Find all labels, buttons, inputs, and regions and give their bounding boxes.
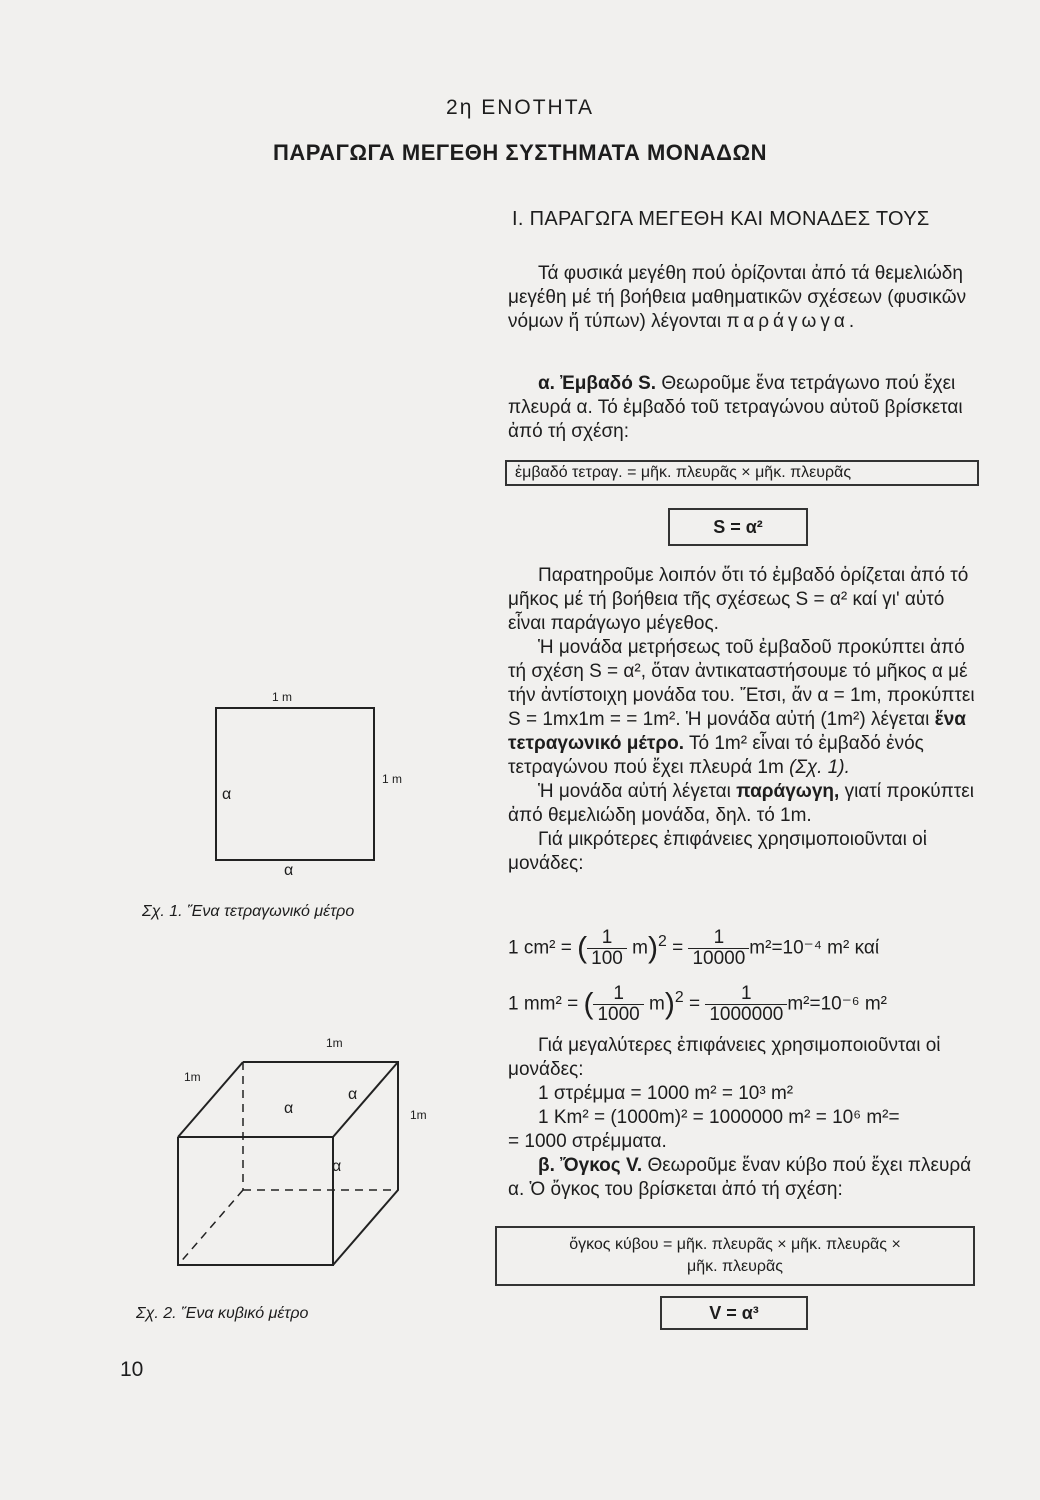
- large-units-block: [508, 1034, 978, 1202]
- fig2-right-label: 1m: [410, 1108, 427, 1122]
- cm2-unit: m: [632, 937, 648, 959]
- fig2-front-a-label: α: [284, 1100, 294, 1117]
- area-para2: [508, 636, 978, 780]
- cube-back-edges: [243, 1062, 398, 1265]
- area-paragraph: [508, 372, 978, 444]
- area-text: Θεωροῦμε ἕνα τετράγωνο πού ἔχει πλευρά α. Τό ἐμβαδό τοῦ τετραγώνου αὐτοῦ βρίσκεται ἀπό τή σχέση:: [508, 373, 963, 442]
- volume-formula-words: [495, 1226, 975, 1286]
- cm2-equation: 1 cm² = ( $\frac{1}{100}$ m)$^2$ = $\frac{1}{10000}$ m²=10⁻⁴ m² καί: [508, 927, 880, 969]
- volume-text: Θεωροῦμε ἕναν κύβο πού ἔχει πλευρά α. Ὁ ὄγκος του βρίσκεται ἀπό τή σχέση:: [508, 1155, 972, 1200]
- stremma-line: 1 στρέμμα = 1000 m² = 10³ m²: [538, 1083, 794, 1104]
- cm2-num2: 1: [688, 928, 749, 949]
- volume-formula-line-1: ὄγκος κύβου = μῆκ. πλευρᾶς × μῆκ. πλευρᾶς ×: [569, 1236, 901, 1253]
- fig1-left-label: α: [222, 786, 232, 803]
- cm2-den: 100: [591, 948, 623, 969]
- figure-1-caption: Σχ. 1. Ἕνα τετραγωνικό μέτρο: [142, 903, 355, 920]
- area-para3: [508, 780, 978, 828]
- chapter-heading: 2η ΕΝΟΤΗΤΑ: [446, 96, 594, 119]
- mm2-lhs: 1 mm² =: [508, 993, 579, 1015]
- fig1-top-label: 1 m: [272, 690, 293, 704]
- cm2-rhs: m²=10⁻⁴ m² καί: [749, 937, 880, 959]
- cube-top-right-edge: [333, 1062, 398, 1137]
- cm2-num: 1: [587, 928, 627, 949]
- mm2-equation: 1 mm² = ( $\frac{1}{1000}$ m)$^2$ = $\frac{1}{1000000}$ m²=10⁻⁶ m²: [508, 983, 887, 1025]
- area-para3-bold: παράγωγη,: [736, 781, 840, 802]
- area-formula-words: ἐμβαδό τετραγ. = μῆκ. πλευρᾶς × μῆκ. πλευρᾶς: [505, 460, 979, 486]
- page-number: 10: [120, 1358, 144, 1381]
- area-para3-text-a: Ἡ μονάδα αὐτή λέγεται: [538, 781, 731, 802]
- area-heading: α. Ἐμβαδό S.: [538, 373, 657, 394]
- cm2-mid: =: [672, 937, 684, 959]
- figure-2-caption: Σχ. 2. Ἕνα κυβικό μέτρο: [136, 1305, 309, 1322]
- area-para2-text-b: Τό 1m² εἶναι τό ἐμβαδό ἑνός τετραγώνου πού ἔχει πλευρά 1m: [508, 733, 924, 778]
- intro-paragraph: [508, 262, 978, 334]
- area-explanation: [508, 564, 978, 876]
- volume-formula-line-2: μῆκ. πλευρᾶς: [687, 1258, 783, 1275]
- area-para2-bold: ἕνα τετραγωνικό μέτρο.: [508, 709, 966, 754]
- intro-text: Τά φυσικά μεγέθη πού ὁρίζονται ἀπό τά θεμελιώδη μεγέθη μέ τή βοήθεια μαθηματικῶν σχέσεων (φυσικῶν νόμων ἤ τύπων) λέγονται: [508, 263, 967, 332]
- intro-term: παράγωγα.: [726, 311, 859, 332]
- volume-formula-symbol: V = α³: [660, 1296, 808, 1330]
- fig1-right-label: 1 m: [382, 772, 403, 786]
- km2-line-1: 1 Km² = (1000m)² = 1000000 m² = 10⁶ m²=: [538, 1107, 900, 1128]
- fig2-top-a-label: α: [348, 1086, 358, 1103]
- area-para3-text-b: γιατί προκύπτει ἀπό θεμελιώδη μονάδα, δηλ. τό 1m.: [508, 781, 974, 826]
- area-para2-ref: (Σχ. 1).: [789, 757, 850, 778]
- mm2-den: 1000: [597, 1004, 640, 1025]
- square-outline: [216, 708, 374, 860]
- mm2-mid: =: [688, 993, 701, 1015]
- area-formula-symbol: S = α²: [668, 508, 808, 546]
- cm2-lhs: 1 cm² =: [508, 937, 572, 959]
- mm2-num2: 1: [705, 984, 787, 1005]
- km2-line-2: = 1000 στρέμματα.: [508, 1131, 667, 1152]
- mm2-num: 1: [593, 984, 643, 1005]
- volume-heading: β. Ὄγκος V.: [538, 1155, 643, 1176]
- area-para1: Παρατηροῦμε λοιπόν ὅτι τό ἐμβαδό ὁρίζεται ἀπό τό μῆκος μέ τή βοήθεια τῆς σχέσεως S = α² καί γι' αὐτό εἶναι παράγωγο μέγεθος.: [508, 565, 969, 634]
- fig2-left-label: 1m: [184, 1070, 201, 1084]
- area-para2-text-a: Ἡ μονάδα μετρήσεως τοῦ ἐμβαδοῦ προκύπτει ἀπό τή σχέση S = α², ὅταν ἀντικαταστήσουμε τό μῆκος α μέ τήν ἀντίστοιχη μονάδα του. Ἔτσι, ἄν α = 1m, προκύπτει S = 1mx1m = = 1m². Ἡ μονάδα αὐτή (1m²) λέγεται: [508, 637, 975, 730]
- small-units-intro: Γιά μικρότερες ἐπιφάνειες χρησιμοποιοῦνται οἱ μονάδες:: [508, 829, 927, 874]
- cube-front-face: [178, 1137, 333, 1265]
- cm2-den2: 10000: [692, 948, 746, 969]
- cube-hidden-depth: [178, 1190, 243, 1265]
- fig1-bottom-label: α: [284, 862, 294, 879]
- mm2-den2: 1000000: [709, 1004, 784, 1025]
- fig2-right-a-label: α: [332, 1158, 342, 1175]
- mm2-unit: m: [649, 993, 665, 1015]
- page-title: ΠΑΡΑΓΩΓΑ ΜΕΓΕΘΗ ΣΥΣΤΗΜΑΤΑ ΜΟΝΑΔΩΝ: [272, 140, 768, 165]
- section-heading: Ι. ΠΑΡΑΓΩΓΑ ΜΕΓΕΘΗ ΚΑΙ ΜΟΝΑΔΕΣ ΤΟΥΣ: [512, 208, 930, 230]
- fig2-top-label: 1m: [326, 1036, 343, 1050]
- large-units-intro: Γιά μεγαλύτερες ἐπιφάνειες χρησιμοποιοῦνται οἱ μονάδες:: [508, 1035, 941, 1080]
- mm2-rhs: m²=10⁻⁶ m²: [787, 993, 887, 1015]
